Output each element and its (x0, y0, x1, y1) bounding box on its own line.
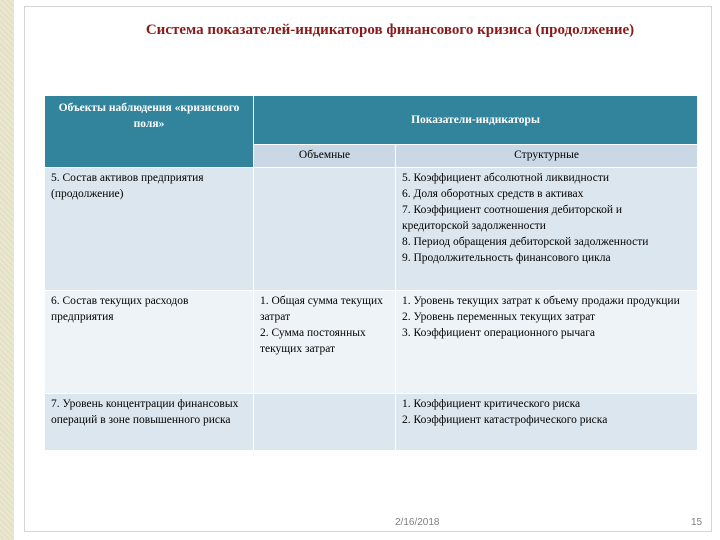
list-item: 2. Уровень переменных текущих затрат (402, 311, 596, 323)
list-item: 9. Продолжительность финансового цикла (402, 252, 611, 264)
object-cell: 6. Состав текущих расходов предприятия (45, 291, 254, 394)
object-cell: 5. Состав активов предприятия (продолжение) (45, 168, 254, 291)
structural-cell (396, 291, 698, 394)
table-row (45, 168, 698, 291)
header-objects: Объекты наблюдения «кризисного поля» (45, 96, 254, 168)
structural-cell (396, 394, 698, 451)
list-item: 5. Коэффициент абсолютной ликвидности (402, 172, 609, 184)
header-indicators: Показатели-индикаторы (254, 96, 698, 145)
structural-cell (396, 168, 698, 291)
header-structural: Структурные (396, 145, 698, 168)
object-cell: 7. Уровень концентрации финансовых операций в зоне повышенного риска (45, 394, 254, 451)
slide-title: Система показателей-индикаторов финансового кризиса (продолжение) (145, 22, 635, 38)
list-item: 1. Коэффициент критического риска (402, 398, 581, 410)
volume-cell (254, 291, 396, 394)
list-item: 1. Общая сумма текущих затрат (260, 295, 383, 323)
page-number: 15 (691, 517, 703, 528)
list-item: 2. Сумма постоянных текущих затрат (260, 327, 366, 355)
volume-cell (254, 394, 396, 451)
list-item: 6. Доля оборотных средств в активах (402, 188, 584, 200)
footer-date: 2/16/2018 (395, 517, 440, 528)
list-item: 3. Коэффициент операционного рычага (402, 327, 596, 339)
list-item: 1. Уровень текущих затрат к объему продажи продукции (402, 295, 680, 307)
indicators-table (44, 95, 698, 451)
volume-cell (254, 168, 396, 291)
header-volume: Объемные (254, 145, 396, 168)
table-row (45, 291, 698, 394)
table-row (45, 394, 698, 451)
list-item: 7. Коэффициент соотношения дебиторской и кредиторской задолженности (402, 204, 623, 232)
decorative-left-band (0, 0, 14, 540)
list-item: 2. Коэффициент катастрофического риска (402, 414, 608, 426)
list-item: 8. Период обращения дебиторской задолженности (402, 236, 649, 248)
